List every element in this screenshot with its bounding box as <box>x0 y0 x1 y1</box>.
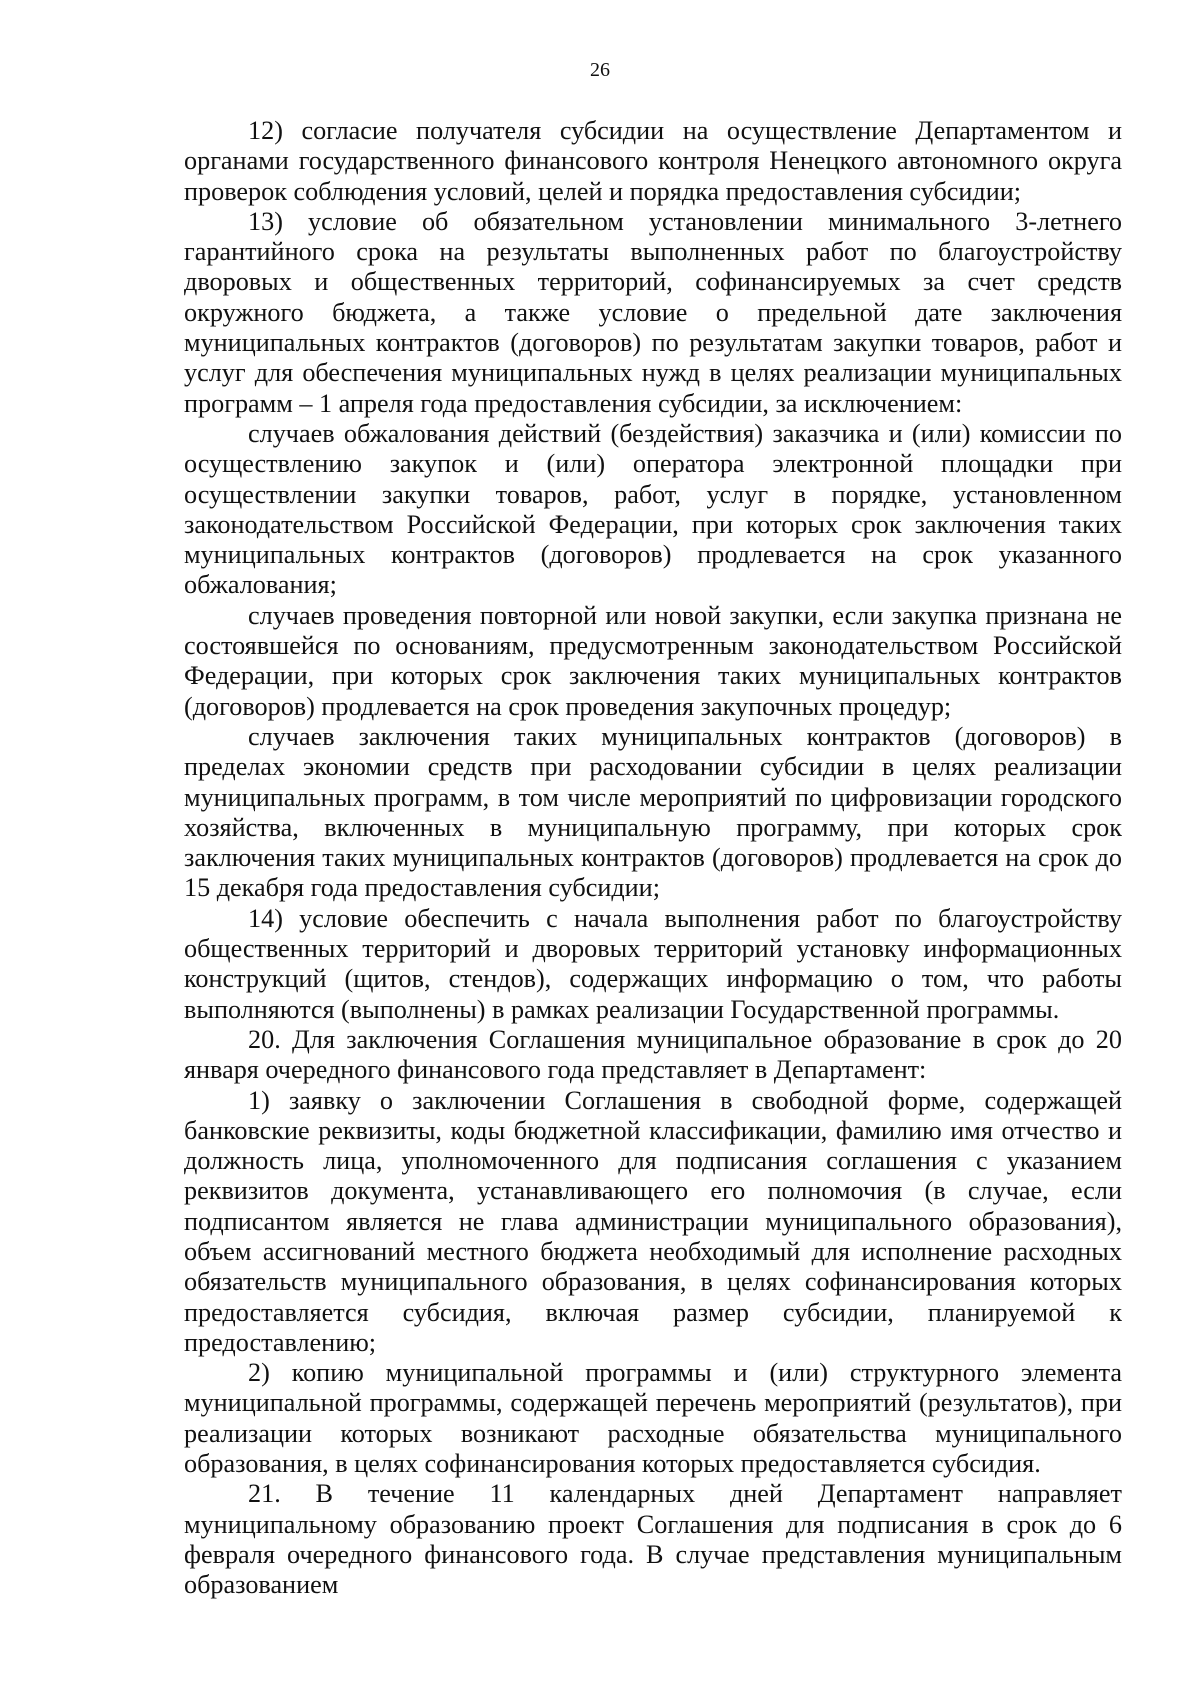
paragraph-exception-repeat-purchase: случаев проведения повторной или новой закупки, если закупка признана не состоявшейся по основаниям, предусмотренным законодательством Российской Федерации, при которых срок заключения таких муниципальных контрактов (договоров) продлевается на срок проведения закупочных процедур; <box>184 600 1122 721</box>
document-body <box>184 116 1122 1601</box>
paragraph-exception-savings: случаев заключения таких муниципальных контрактов (договоров) в пределах экономии средств при расходовании субсидии в целях реализации муниципальных программ, в том числе мероприятий по цифровизации городского хозяйства, включенных в муниципальную программу, при которых срок заключения таких муниципальных контрактов (договоров) продлевается на срок до 15 декабря года предоставления субсидии; <box>184 721 1122 903</box>
paragraph-clause-21: 21. В течение 11 календарных дней Департамент направляет муниципальному образованию проект Соглашения для подписания в срок до 6 февраля очередного финансового года. В случае представления муниципальным образованием <box>184 1479 1122 1600</box>
paragraph-item-14: 14) условие обеспечить с начала выполнения работ по благоустройству общественных территорий и дворовых территорий установку информационных конструкций (щитов, стендов), содержащих информацию о том, что работы выполняются (выполнены) в рамках реализации Государственной программы. <box>184 903 1122 1024</box>
paragraph-clause-20: 20. Для заключения Соглашения муниципальное образование в срок до 20 января очередного финансового года представляет в Департамент: <box>184 1024 1122 1085</box>
paragraph-clause-20-item-1: 1) заявку о заключении Соглашения в свободной форме, содержащей банковские реквизиты, коды бюджетной классификации, фамилию имя отчество и должность лица, уполномоченного для подписания соглашения с указанием реквизитов документа, устанавливающего его полномочия (в случае, если подписантом является не глава администрации муниципального образования), объем ассигнований местного бюджета необходимый для исполнение расходных обязательств муниципального образования, в целях софинансирования которых предоставляется субсидия, включая размер субсидии, планируемой к предоставлению; <box>184 1085 1122 1357</box>
paragraph-item-13: 13) условие об обязательном установлении минимального 3-летнего гарантийного срока на результаты выполненных работ по благоустройству дворовых и общественных территорий, софинансируемых за счет средств окружного бюджета, а также условие о предельной дате заключения муниципальных контрактов (договоров) по результатам закупки товаров, работ и услуг для обеспечения муниципальных нужд в целях реализации муниципальных программ – 1 апреля года предоставления субсидии, за исключением: <box>184 206 1122 418</box>
paragraph-item-12: 12) согласие получателя субсидии на осуществление Департаментом и органами государственного финансового контроля Ненецкого автономного округа проверок соблюдения условий, целей и порядка предоставления субсидии; <box>184 116 1122 206</box>
paragraph-clause-20-item-2: 2) копию муниципальной программы и (или) структурного элемента муниципальной программы, содержащей перечень мероприятий (результатов), при реализации которых возникают расходные обязательства муниципального образования, в целях софинансирования которых предоставляется субсидия. <box>184 1358 1122 1479</box>
page-number: 26 <box>590 59 610 81</box>
paragraph-exception-appeal: случаев обжалования действий (бездействия) заказчика и (или) комиссии по осуществлению закупок и (или) оператора электронной площадки при осуществлении закупки товаров, работ, услуг в порядке, установленном законодательством Российской Федерации, при которых срок заключения таких муниципальных контрактов (договоров) продлевается на срок указанного обжалования; <box>184 418 1122 600</box>
